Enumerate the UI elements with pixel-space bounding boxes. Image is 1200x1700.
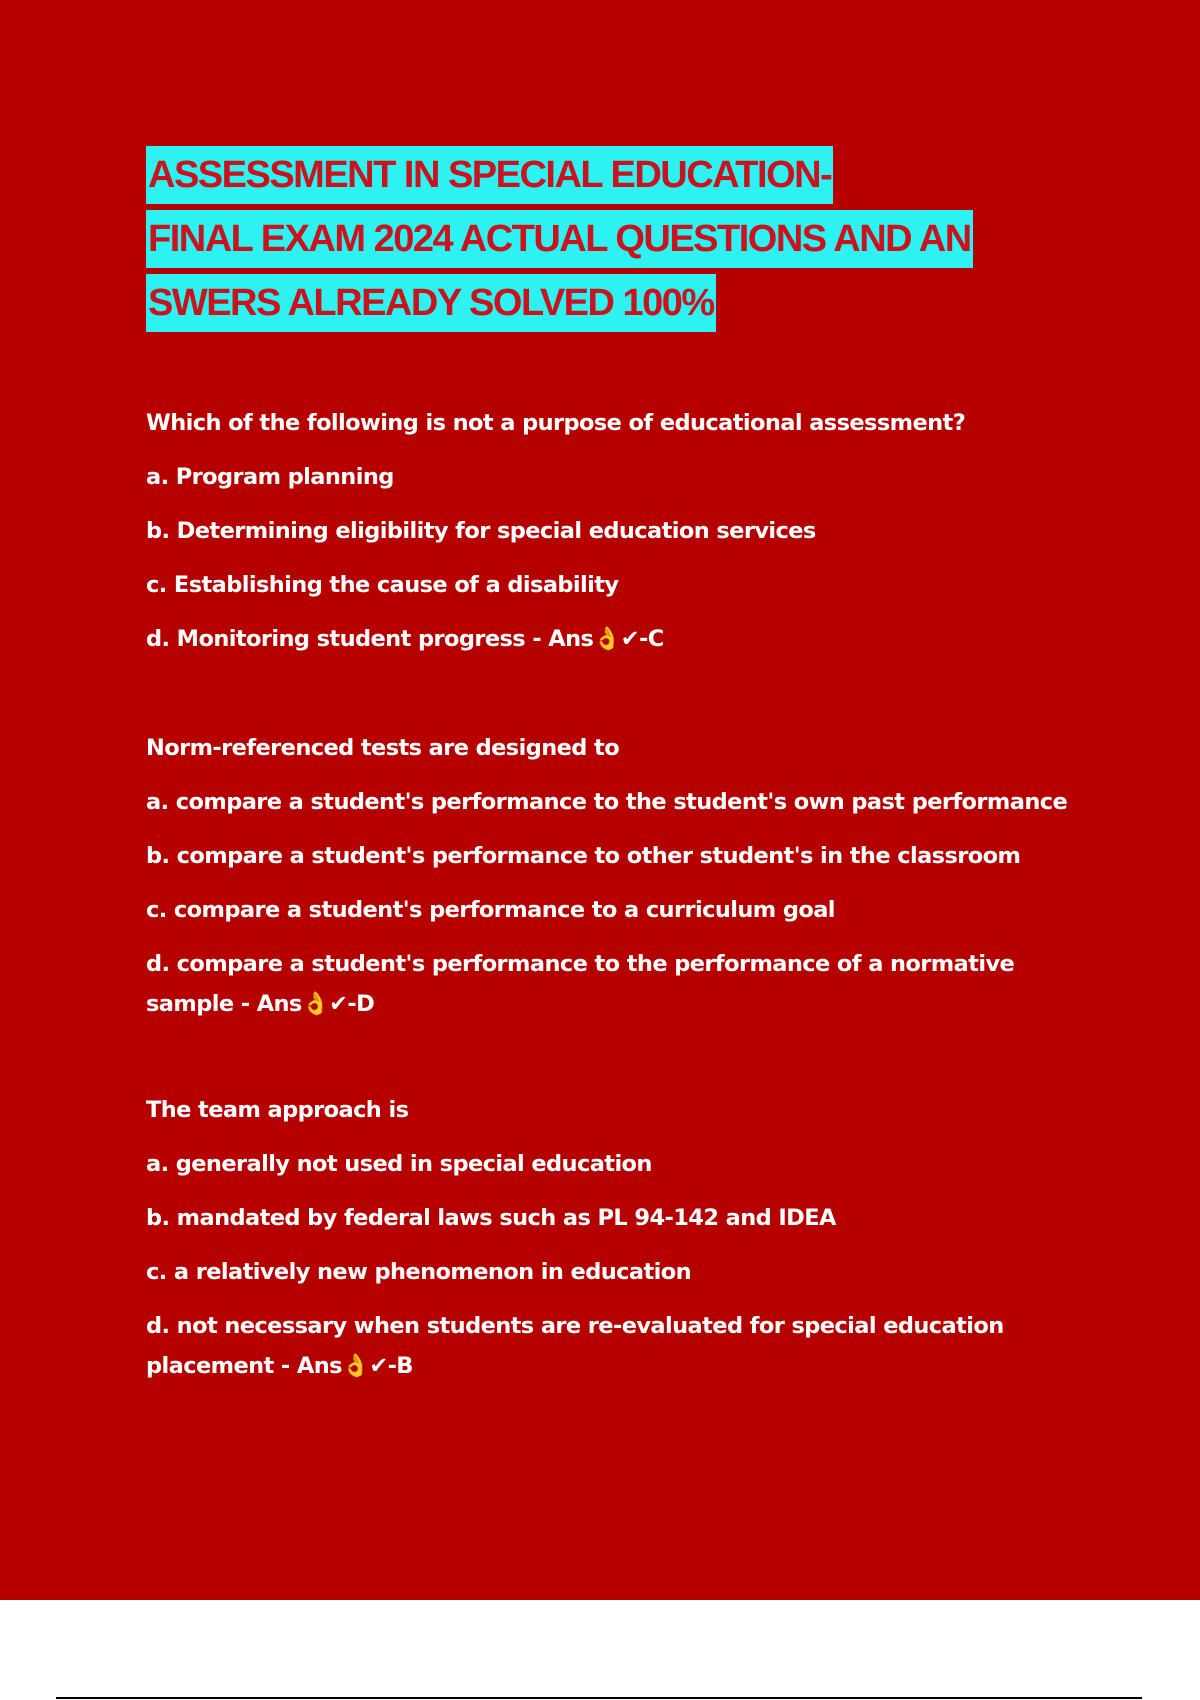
answer-option-b: b. Determining eligibility for special education services <box>146 518 816 544</box>
question-block-3 <box>146 1090 1096 1386</box>
question-block-1 <box>146 403 1096 673</box>
answer-option-a: a. generally not used in special education <box>146 1151 652 1177</box>
answer-option-d: d. compare a student's performance to the performance of a normative sample - Ans👌✔-D <box>146 951 1015 1017</box>
title-line-2: FINAL EXAM 2024 ACTUAL QUESTIONS AND AN <box>146 210 973 268</box>
title-line-1: ASSESSMENT IN SPECIAL EDUCATION- <box>146 146 833 204</box>
answer-option-d: d. Monitoring student progress - Ans👌✔-C <box>146 626 664 652</box>
answer-option-d: d. not necessary when students are re-evaluated for special education placement - Ans👌✔-B <box>146 1313 1004 1379</box>
answer-option-b: b. mandated by federal laws such as PL 94-142 and IDEA <box>146 1205 836 1231</box>
question-stem: The team approach is <box>146 1097 409 1123</box>
question-stem: Which of the following is not a purpose of educational assessment? <box>146 410 966 436</box>
footer-divider <box>56 1697 1142 1699</box>
answer-option-c: c. a relatively new phenomenon in education <box>146 1259 691 1285</box>
answer-option-c: c. Establishing the cause of a disability <box>146 572 619 598</box>
question-stem: Norm-referenced tests are designed to <box>146 735 620 761</box>
title-line-3: SWERS ALREADY SOLVED 100% <box>146 274 716 332</box>
answer-option-a: a. compare a student's performance to the student's own past performance <box>146 789 1068 815</box>
document-title <box>146 146 1076 338</box>
answer-option-b: b. compare a student's performance to other student's in the classroom <box>146 843 1021 869</box>
answer-option-a: a. Program planning <box>146 464 394 490</box>
question-block-2 <box>146 728 1096 1024</box>
answer-option-c: c. compare a student's performance to a curriculum goal <box>146 897 835 923</box>
